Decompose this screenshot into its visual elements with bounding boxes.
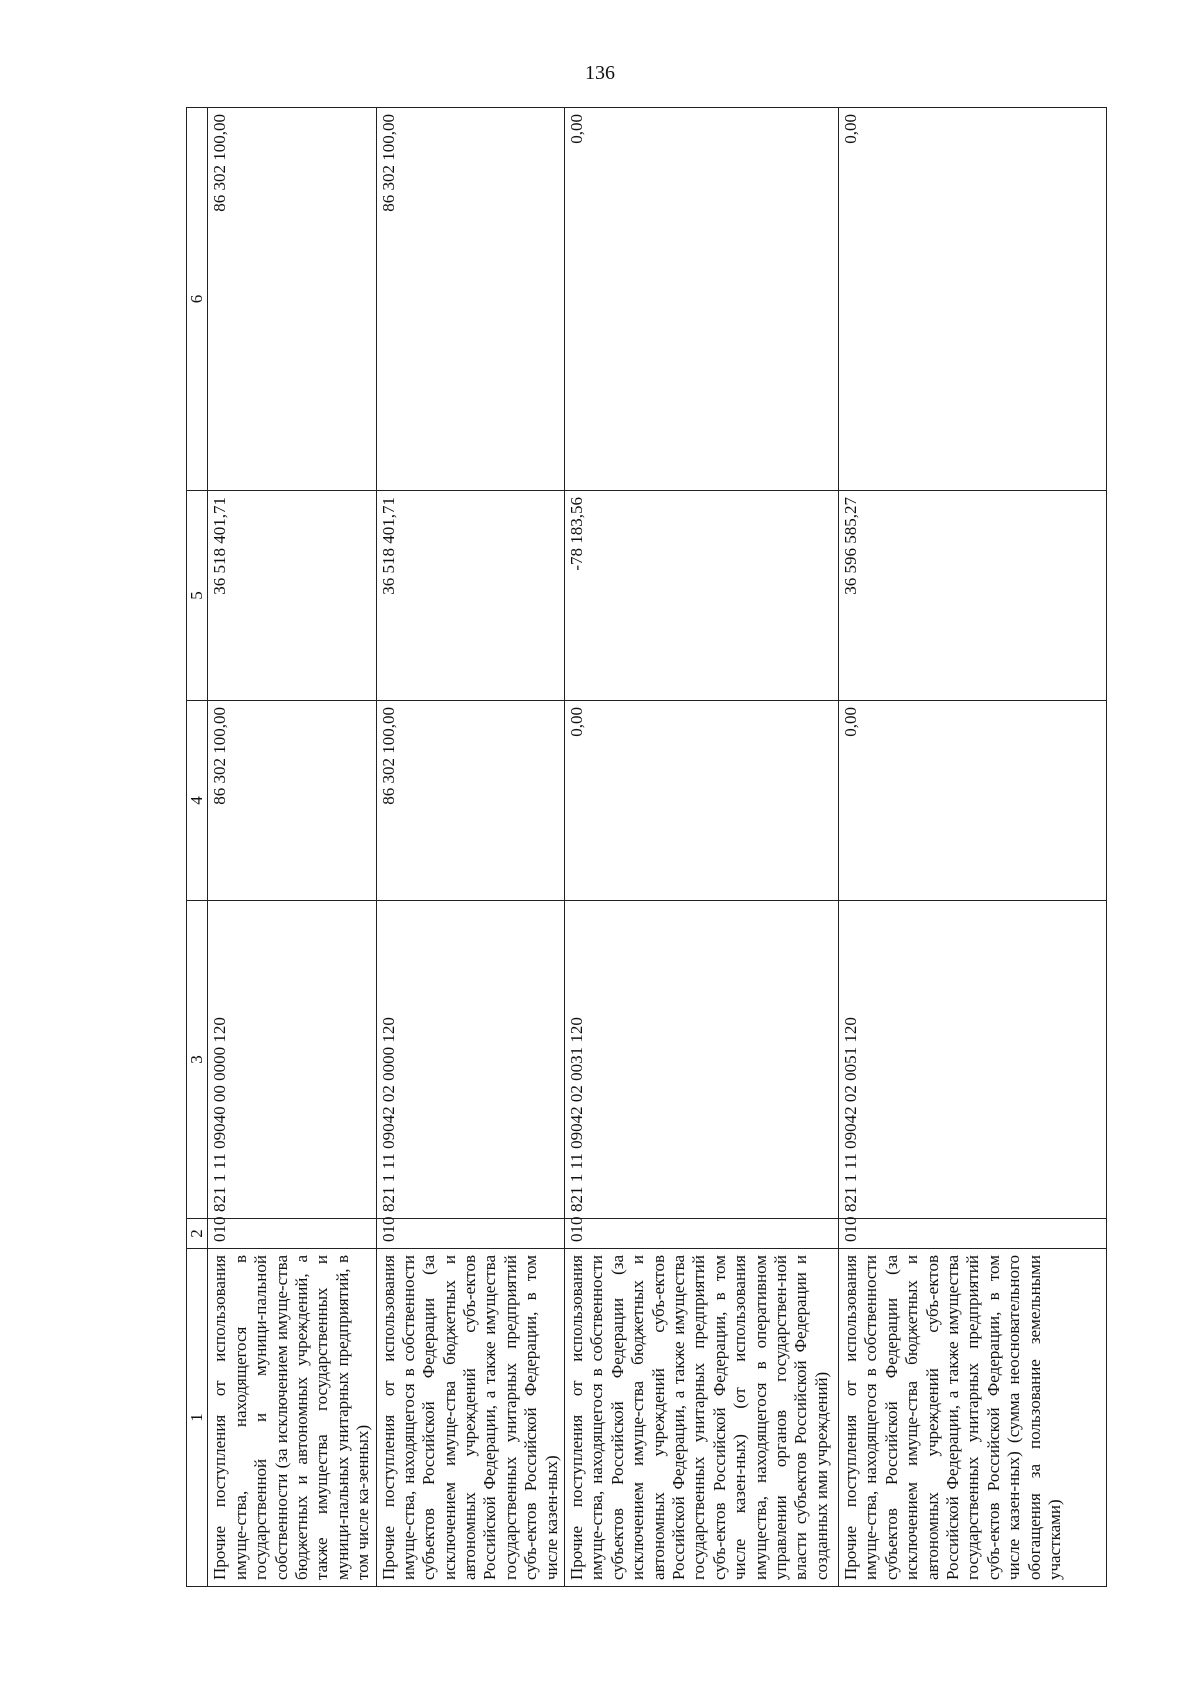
line-code-cell: 010 xyxy=(565,1219,839,1249)
executed-amount-cell: 36 596 585,27 xyxy=(839,491,1107,701)
table-header-row xyxy=(187,108,208,1587)
amount-cell: 86 302 100,00 xyxy=(376,108,565,491)
revenue-table xyxy=(186,107,1107,1587)
table-row xyxy=(208,108,376,1587)
approved-amount-cell: 0,00 xyxy=(565,701,839,901)
approved-amount-cell: 86 302 100,00 xyxy=(376,701,565,901)
header-cell: 1 xyxy=(187,1249,208,1587)
table-row xyxy=(376,108,565,1587)
kbk-code-cell: 821 1 11 09042 02 0031 120 xyxy=(565,901,839,1219)
page-number: 136 xyxy=(585,62,615,84)
executed-amount-cell: 36 518 401,71 xyxy=(208,491,376,701)
line-code-cell: 010 xyxy=(376,1219,565,1249)
amount-cell: 0,00 xyxy=(839,108,1107,491)
header-cell: 3 xyxy=(187,901,208,1219)
revenue-name-cell: Прочие поступления от использования имуще-ства, находящегося в собственности субъектов Российской Федерации (за исключением имуще-ства бюджетных и автономных учреждений субъ-ектов Российской Федерации, а также имущества государственных унитарных предприятий субъ-ектов Российской Федерации, в том числе казен-ных) (сумма неосновательного обогащения за пользование земельными участками) xyxy=(839,1249,1107,1587)
approved-amount-cell: 0,00 xyxy=(839,701,1107,901)
revenue-name-cell: Прочие поступления от использования имуще-ства, находящегося в собственности субъектов Российской Федерации (за исключением имуще-ства бюджетных и автономных учреждений субъ-ектов Российской Федерации, а также имущества государственных унитарных предприятий субъ-ектов Российской Федерации, в том числе казен-ных) xyxy=(376,1249,565,1587)
amount-cell: 0,00 xyxy=(565,108,839,491)
table-row xyxy=(565,108,839,1587)
header-cell: 4 xyxy=(187,701,208,901)
header-cell: 6 xyxy=(187,108,208,491)
kbk-code-cell: 821 1 11 09040 00 0000 120 xyxy=(208,901,376,1219)
executed-amount-cell: 36 518 401,71 xyxy=(376,491,565,701)
header-cell: 2 xyxy=(187,1219,208,1249)
line-code-cell: 010 xyxy=(208,1219,376,1249)
table-row xyxy=(839,108,1107,1587)
kbk-code-cell: 821 1 11 09042 02 0051 120 xyxy=(839,901,1107,1219)
revenue-name-cell: Прочие поступления от использования имуще-ства, находящегося в собственности субъектов Российской Федерации (за исключением имуще-ства бюджетных и автономных учреждений субъ-ектов Российской Федерации, а также имущества государственных унитарных предприятий субъ-ектов Российской Федерации, в том числе казен-ных) (от использования имущества, находящегося в оперативном управлении органов государствен-ной власти субъектов Российской Федерации и созданных ими учреждений) xyxy=(565,1249,839,1587)
approved-amount-cell: 86 302 100,00 xyxy=(208,701,376,901)
header-cell: 5 xyxy=(187,491,208,701)
amount-cell: 86 302 100,00 xyxy=(208,108,376,491)
executed-amount-cell: -78 183,56 xyxy=(565,491,839,701)
line-code-cell: 010 xyxy=(839,1219,1107,1249)
kbk-code-cell: 821 1 11 09042 02 0000 120 xyxy=(376,901,565,1219)
revenue-name-cell: Прочие поступления от использования имуще-ства, находящегося в государственной и муници-пальной собственности (за исключением имуще-ства бюджетных и автономных учреждений, а также имущества государственных и муници-пальных унитарных предприятий, в том числе ка-зенных) xyxy=(208,1249,376,1587)
